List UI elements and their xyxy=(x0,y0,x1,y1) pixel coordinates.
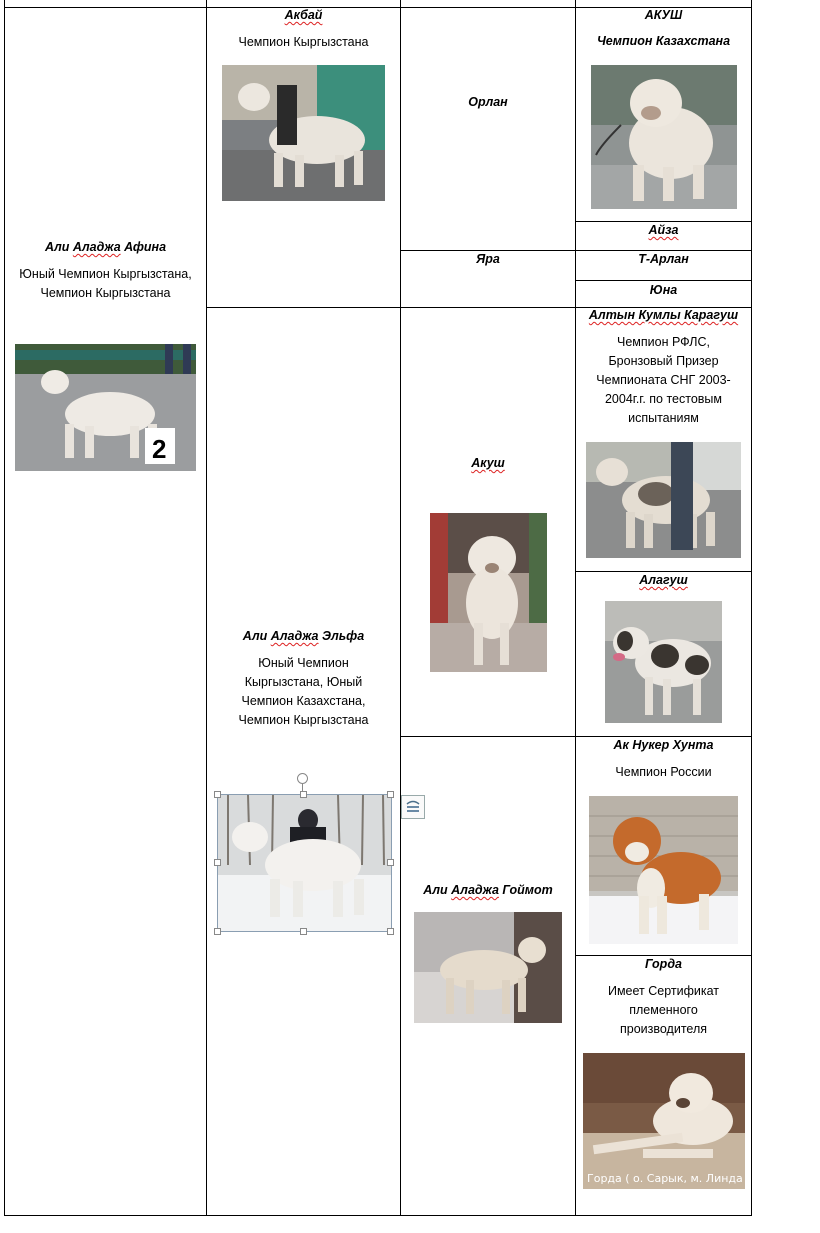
altyn-name-text: Алтын Кумлы Карагуш xyxy=(588,308,739,322)
cell-goymot xyxy=(401,882,575,898)
resize-handle-bm[interactable] xyxy=(300,928,307,935)
layout-options-icon[interactable] xyxy=(401,795,425,819)
resize-handle-bl[interactable] xyxy=(214,928,221,935)
elfa-name-last: Эльфа xyxy=(318,629,365,643)
cell-yara xyxy=(401,251,575,267)
altyn-name xyxy=(576,307,751,323)
cell-t-arlan xyxy=(576,251,751,267)
cell-akbay xyxy=(207,7,400,52)
akbay-name-text: Акбай xyxy=(284,8,323,22)
elfa-name-first: Али xyxy=(242,629,271,643)
akush-upper-name: АКУШ xyxy=(644,8,683,22)
cell-yuna xyxy=(576,282,751,298)
akbay-photo xyxy=(222,65,385,201)
gorda-photo-caption: Горда ( о. Сарык, м. Линда xyxy=(587,1172,743,1185)
afina-title: Юный Чемпион Кыргызстана, Чемпион Кыргызстана xyxy=(19,267,192,300)
afina-name-kennel: Аладжа xyxy=(72,240,121,254)
cell-ayza xyxy=(576,222,751,238)
gorda-name: Горда xyxy=(645,957,682,971)
afina-photo-number: 2 xyxy=(152,434,167,464)
cell-ak-nuker xyxy=(576,737,751,782)
afina-name-last: Афина xyxy=(120,240,167,254)
gorda-title: Имеет Сертификат племенного производителя xyxy=(607,984,720,1036)
elfa-title: Юный Чемпион Кыргызстана, Юный Чемпион Казахстана, Чемпион Кыргызстана xyxy=(238,656,369,727)
akush-upper-photo xyxy=(591,65,737,209)
goymot-name xyxy=(401,882,575,898)
goymot-name-kennel: Аладжа xyxy=(451,883,499,897)
resize-handle-ml[interactable] xyxy=(214,859,221,866)
elfa-photo[interactable] xyxy=(217,794,392,932)
afina-name-first: Али xyxy=(44,240,73,254)
goymot-name-last: Гоймот xyxy=(498,883,553,897)
afina-photo xyxy=(15,344,196,471)
elfa-name xyxy=(207,628,400,644)
cell-alagush xyxy=(576,572,751,588)
rotate-handle-stem xyxy=(302,783,303,791)
afina-name xyxy=(5,239,206,255)
resize-handle-tr[interactable] xyxy=(387,791,394,798)
row-line-tarlan-yuna xyxy=(575,280,752,281)
akbay-title: Чемпион Кыргызстана xyxy=(238,35,369,49)
yuna-name: Юна xyxy=(649,283,678,297)
table-border-col2 xyxy=(400,0,401,1216)
orlan-name: Орлан xyxy=(468,95,508,109)
resize-handle-tm[interactable] xyxy=(300,791,307,798)
table-border-col1 xyxy=(206,0,207,1216)
akbay-name xyxy=(207,7,400,23)
akush-lower-photo xyxy=(430,513,547,672)
akush-upper-title: Чемпион Казахстана xyxy=(596,34,731,48)
akush-lower-name xyxy=(401,455,575,471)
table-border-left xyxy=(4,0,5,1216)
elfa-name-kennel: Аладжа xyxy=(270,629,319,643)
cell-afina xyxy=(5,239,206,303)
cell-akush-lower xyxy=(401,455,575,471)
resize-handle-br[interactable] xyxy=(387,928,394,935)
goymot-photo xyxy=(414,912,562,1023)
gorda-photo xyxy=(583,1053,745,1189)
resize-handle-tl[interactable] xyxy=(214,791,221,798)
ak-nuker-title: Чемпион России xyxy=(615,765,712,779)
goymot-name-first: Али xyxy=(423,883,452,897)
cell-elfa xyxy=(207,628,400,730)
cell-gorda xyxy=(576,956,751,1039)
ak-nuker-photo xyxy=(589,796,738,944)
yara-name: Яра xyxy=(476,252,500,266)
ayza-name xyxy=(576,222,751,238)
ak-nuker-name: Ак Нукер Хунта xyxy=(613,738,714,752)
cell-orlan xyxy=(401,94,575,110)
alagush-name-text: Алагуш xyxy=(639,573,688,587)
table-border-right xyxy=(751,0,752,1216)
altyn-title: Чемпион РФЛС, Бронзовый Призер Чемпионата СНГ 2003-2004г.г. по тестовым испытаниям xyxy=(596,335,731,425)
alagush-name xyxy=(576,572,751,588)
t-arlan-name: Т-Арлан xyxy=(638,252,689,266)
ayza-name-text: Айза xyxy=(648,223,679,237)
akush-lower-name-text: Акуш xyxy=(471,456,505,470)
table-bottom-line xyxy=(4,1215,752,1216)
altyn-photo xyxy=(586,442,741,558)
cell-akush-upper xyxy=(576,7,751,49)
alagush-photo xyxy=(605,601,722,723)
cell-altyn xyxy=(576,307,751,428)
resize-handle-mr[interactable] xyxy=(387,859,394,866)
